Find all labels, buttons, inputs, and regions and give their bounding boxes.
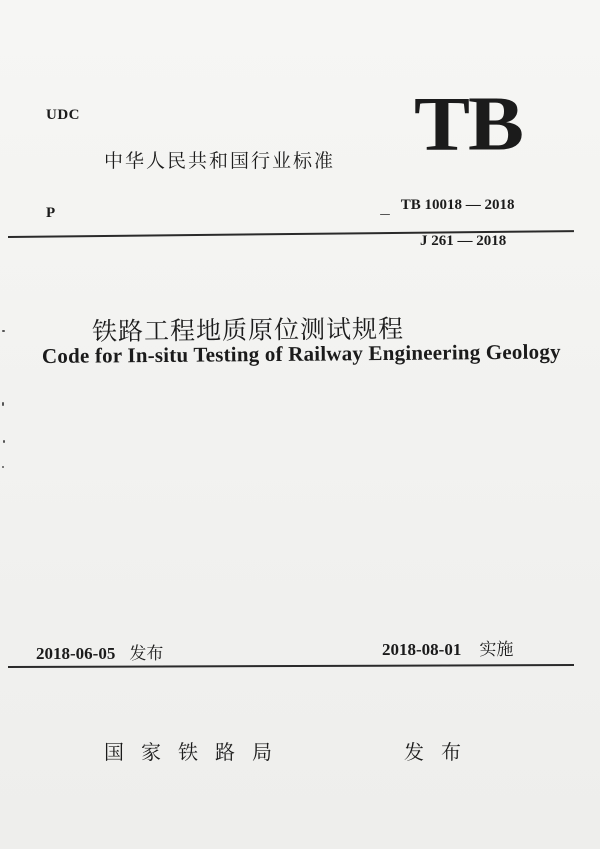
title-english: Code for In-situ Testing of Railway Engineering Geology (41, 339, 561, 368)
implementation-date: 2018-08-01 (382, 640, 462, 659)
publisher: 国家铁路局 (104, 740, 289, 764)
scan-speck (2, 330, 5, 332)
scan-speck (2, 402, 4, 406)
bottom-divider (8, 664, 574, 668)
scan-speck (380, 214, 390, 215)
scan-speck (3, 440, 5, 443)
publish-label: 发布 (404, 740, 478, 764)
standard-classification: 中华人民共和国行业标准 (104, 150, 336, 172)
scan-speck (2, 466, 4, 468)
implementation-label: 实施 (479, 640, 514, 660)
tb-logo: TB (414, 81, 523, 167)
issue-info (36, 639, 163, 664)
category-code: P (46, 205, 56, 221)
standard-number-tb: TB 10018 — 2018 (400, 197, 515, 213)
title-chinese: 铁路工程地质原位测试规程 (91, 314, 405, 346)
implementation-info (382, 635, 513, 660)
udc-label: UDC (46, 107, 80, 123)
issue-label: 发布 (129, 644, 164, 664)
issue-date: 2018-06-05 (36, 644, 116, 663)
standard-number-j: J 261 — 2018 (420, 233, 507, 249)
